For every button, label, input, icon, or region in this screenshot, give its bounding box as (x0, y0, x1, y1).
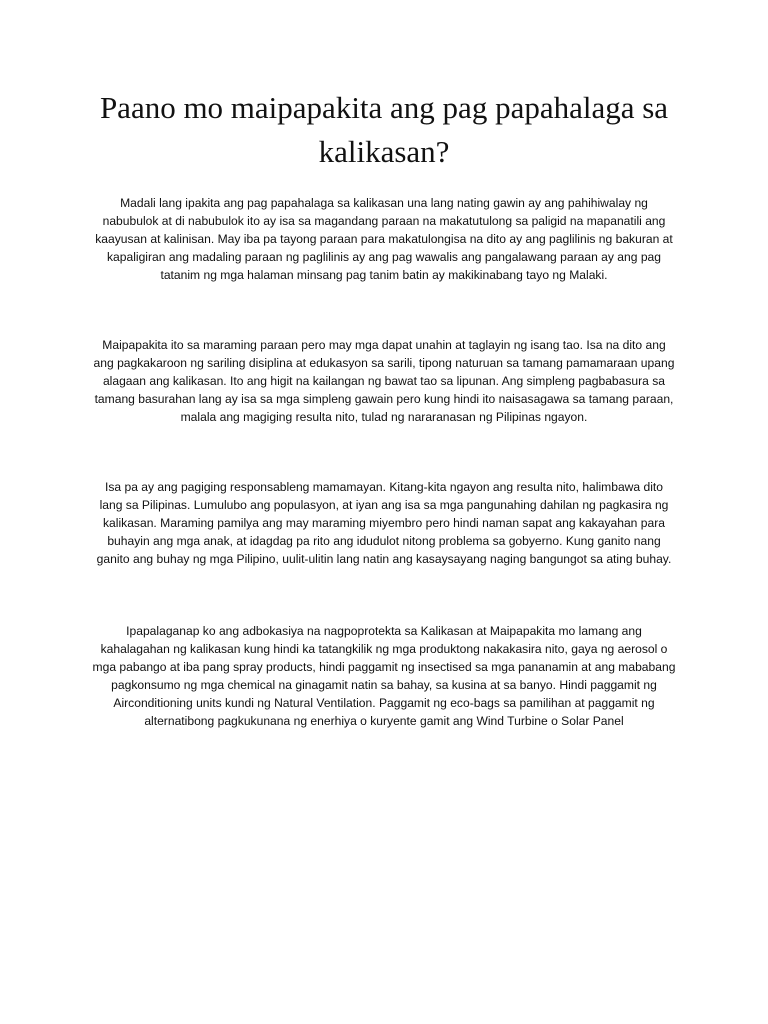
paragraph-1: Madali lang ipakita ang pag papahalaga sa kalikasan una lang nating gawin ay ang pahihiwalay ng nabubulok at di nabubulok ito ay isa sa magandang paraan na makatutulong sa paligid na mapanatili ang kaayusan at kalinisan. May iba pa tayong paraan para makatulongisa na dito ay ang paglilinis ng bakuran at kapaligiran ang madaling paraan ng paglilinis ay ang pag wawalis ang pangalawang paraan ay ang pag tatanim ng mga halaman minsang pag tanim batin ay makikinabang tayo ng Malaki. (95, 196, 673, 282)
paragraph-4: Ipapalaganap ko ang adbokasiya na nagpoprotekta sa Kalikasan at Maipapakita mo lamang ang kahalagahan ng kalikasan kung hindi ka tatangkilik ng mga produktong nakakasira nito, gaya ng aerosol o mga pabango at iba pang spray products, hindi paggamit ng insectised sa mga pananamin at ang mababang pagkonsumo ng mga chemical na ginagamit natin sa bahay, sa kusina at sa banyo. Hindi paggamit ng Airconditioning units kundi ng Natural Ventilation. Paggamit ng eco-bags sa pamilihan at paggamit ng alternatibong pagkukunana ng enerhiya o kuryente gamit ang Wind Turbine o Solar Panel (92, 624, 676, 728)
paragraph-2: Maipapakita ito sa maraming paraan pero may mga dapat unahin at taglayin ng isang tao. Isa na dito ang ang pagkakaroon ng sariling disiplina at edukasyon sa sarili, tipong naturuan sa tamang pamamaraan upang alagaan ang kalikasan. Ito ang higit na kailangan ng bawat tao sa lipunan. Ang simpleng pagbabasura sa tamang basurahan lang ay isa sa mga simpleng gawain pero kung hindi ito naisasagawa sa tamang paraan, malala ang magiging resulta nito, tulad ng nararanasan ng Pilipinas ngayon. (93, 338, 675, 424)
paragraph-3: Isa pa ay ang pagiging responsableng mamamayan. Kitang-kita ngayon ang resulta nito, halimbawa dito lang sa Pilipinas. Lumulubo ang populasyon, at iyan ang isa sa mga pangunahing dahilan ng pagkasira ng kalikasan. Maraming pamilya ang may maraming miyembro pero hindi naman sapat ang kakayahan para buhayin ang mga anak, at idagdag pa rito ang idudulot nitong problema sa gobyerno. Kung ganito nang ganito ang buhay ng mga Pilipino, uulit-ulitin lang natin ang kasaysayang naging bangungot sa ating buhay. (96, 480, 672, 566)
document-title: Paano mo maipapakita ang pag papahalaga sa kalikasan? (99, 90, 669, 169)
